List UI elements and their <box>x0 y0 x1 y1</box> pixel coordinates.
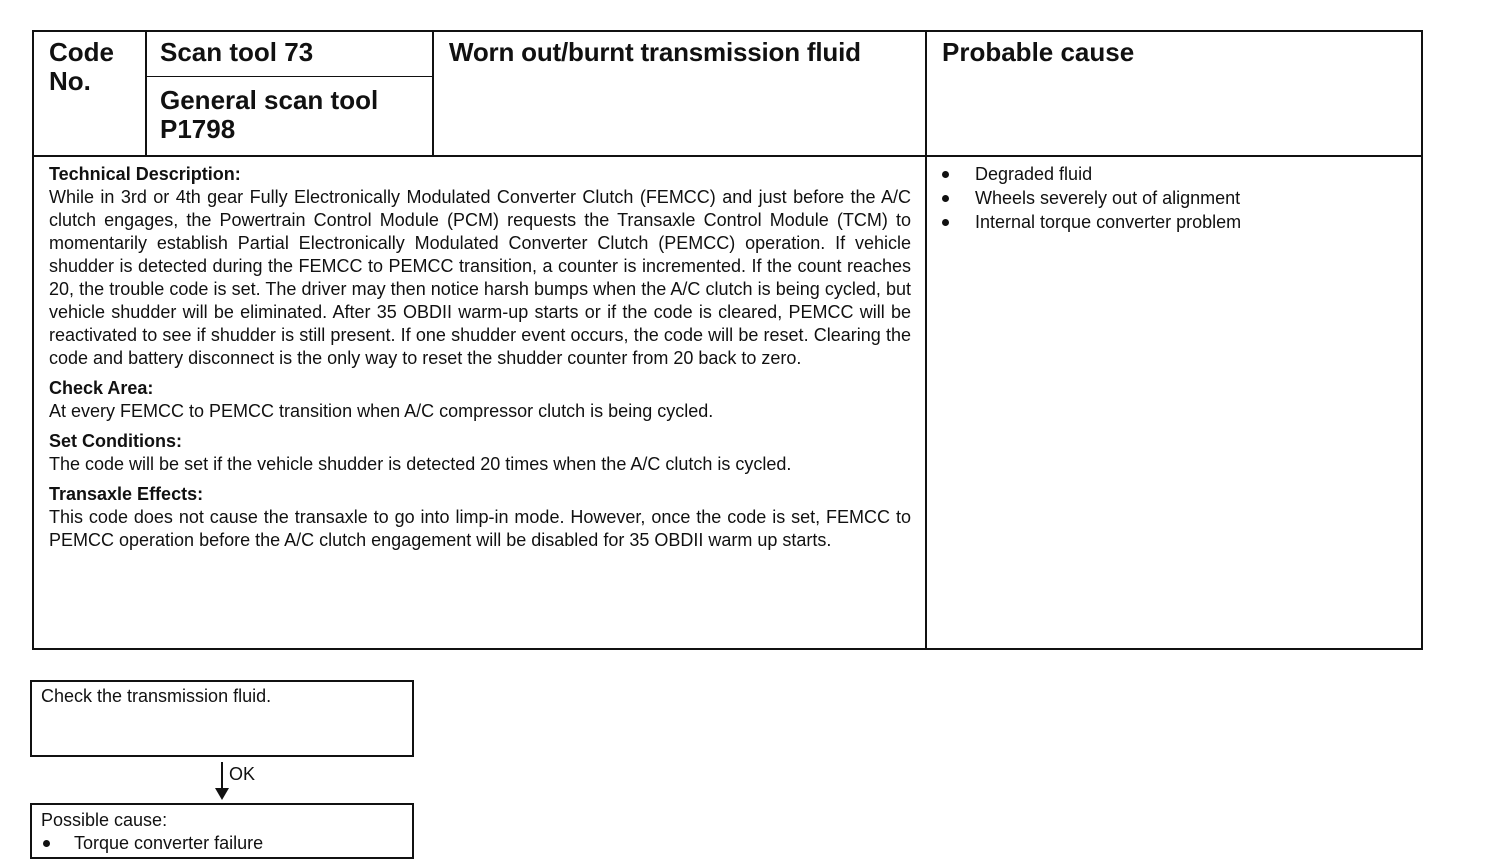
probable-cause-header: Probable cause <box>942 37 1135 67</box>
scan-tool-divider <box>147 76 433 77</box>
flow-arrow <box>221 762 223 790</box>
ok-label: OK <box>229 764 256 784</box>
general-scan-tool-header: General scan tool P1798 <box>160 85 379 144</box>
header-divider <box>34 155 1421 157</box>
section-check-area <box>49 377 911 423</box>
condition-header: Worn out/burnt transmission fluid <box>449 37 861 67</box>
section-body: While in 3rd or 4th gear Fully Electronically Modulated Converter Clutch (FEMCC) and just before the A/C clutch engages, the Powertrain Control Module (PCM) requests the Transaxle Control Module (TCM) to momentarily establish Partial Electronically Modulated Converter Clutch (PEMCC) operation. If vehicle shudder is detected during the FEMCC to PEMCC transition, a counter is incremented. If the count reaches 20, the trouble code is set. The driver may then notice harsh bumps when the A/C clutch is being cycled, but vehicle shudder will be eliminated. After 35 OBDII warm-up starts or if the code is cleared, PEMCC will be reactivated to see if shudder is still present. If one shudder event occurs, the code will be reset. Clearing the code and battery disconnect is the only way to reset the shudder counter from 20 back to zero. <box>49 187 911 368</box>
list-item <box>940 210 1241 234</box>
list-item <box>940 186 1241 210</box>
cause-text: Internal torque converter problem <box>975 212 1242 232</box>
cause-text: Degraded fluid <box>975 164 1093 184</box>
section-transaxle-effects <box>49 483 911 552</box>
scan-tool-header: Scan tool 73 <box>160 37 314 67</box>
possible-cause-text: Torque converter failure <box>74 833 264 853</box>
check-fluid-box <box>30 680 414 757</box>
list-item <box>41 832 403 855</box>
arrow-down-icon <box>215 788 229 800</box>
section-set-conditions <box>49 430 911 476</box>
section-body: The code will be set if the vehicle shudder is detected 20 times when the A/C clutch is cycled. <box>49 454 792 474</box>
bullet-icon <box>942 219 949 226</box>
section-title: Transaxle Effects: <box>49 484 204 504</box>
bullet-icon <box>43 840 50 847</box>
section-body: At every FEMCC to PEMCC transition when A/C compressor clutch is being cycled. <box>49 401 714 421</box>
bullet-icon <box>942 195 949 202</box>
column-divider-1 <box>145 32 147 156</box>
code-no-header: Code No. <box>49 37 114 96</box>
cause-text: Wheels severely out of alignment <box>975 188 1241 208</box>
step-text: Check the transmission fluid. <box>41 686 272 706</box>
probable-cause-list <box>940 162 1241 234</box>
section-title: Check Area: <box>49 378 154 398</box>
bullet-icon <box>942 171 949 178</box>
diagnostic-table <box>32 30 1423 650</box>
description-panel <box>49 163 911 559</box>
column-divider-2 <box>432 32 434 156</box>
column-divider-3 <box>925 32 927 648</box>
section-body: This code does not cause the transaxle to go into limp-in mode. However, once the code is set, FEMCC to PEMCC operation before the A/C clutch engagement will be disabled for 35 OBDII warm up starts. <box>49 507 911 550</box>
section-technical-description <box>49 163 911 370</box>
section-title: Set Conditions: <box>49 431 182 451</box>
list-item <box>940 162 1241 186</box>
possible-cause-box <box>30 803 414 859</box>
possible-cause-title: Possible cause: <box>41 810 168 830</box>
section-title: Technical Description: <box>49 164 241 184</box>
